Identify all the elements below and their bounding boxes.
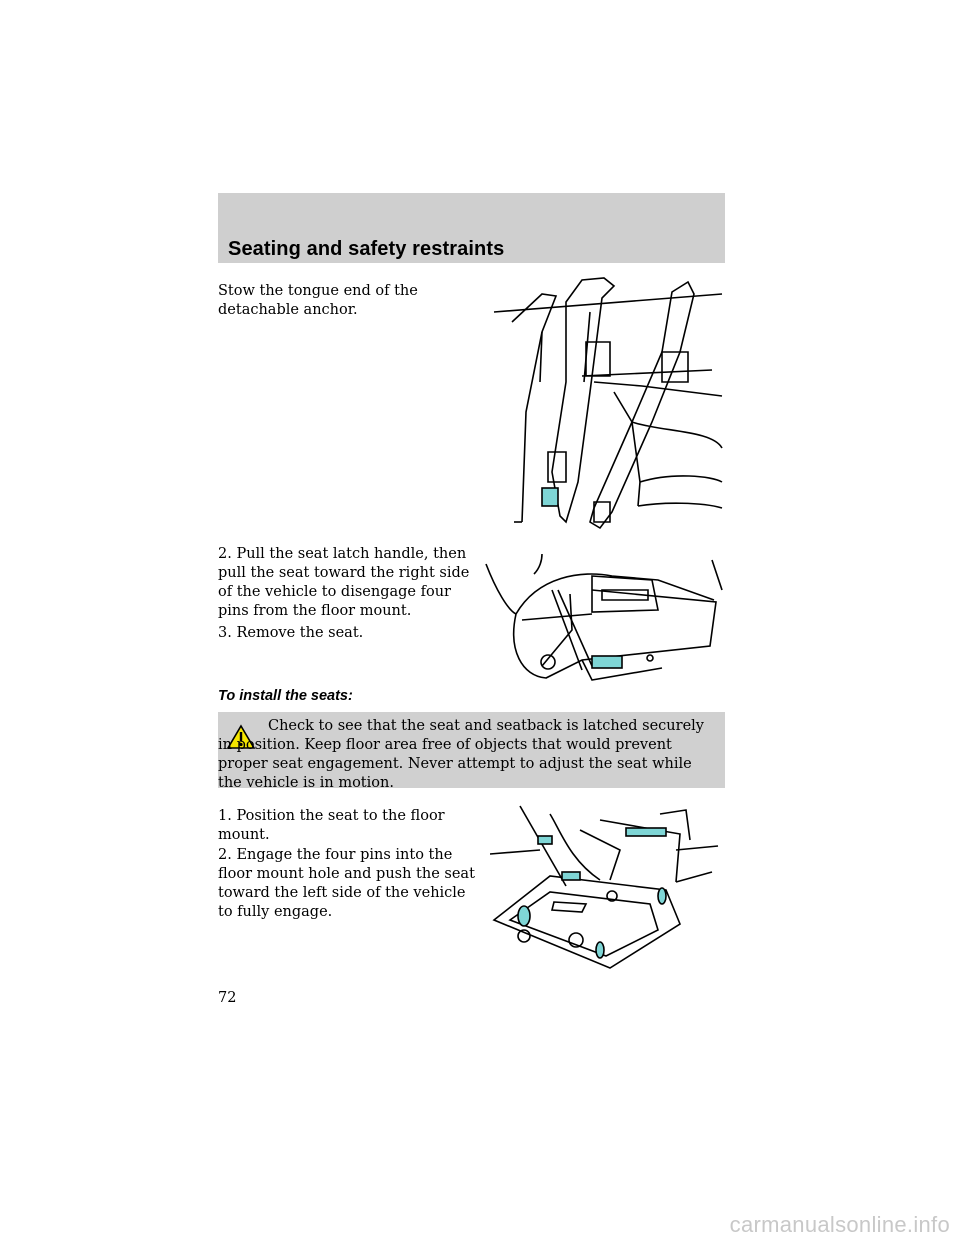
install-heading: To install the seats: <box>218 688 353 704</box>
seatbelt-anchor-illustration <box>482 272 726 538</box>
step-3-remove: 3. Remove the seat. <box>218 625 364 641</box>
step-1-install: 1. Position the seat to the floor mount. <box>218 808 445 843</box>
stow-instruction: Stow the tongue end of the detachable anchor. <box>218 283 418 318</box>
page-number: 72 <box>218 990 237 1006</box>
step-2-remove: 2. Pull the seat latch handle, then pull the seat toward the right side of the vehicle to disengage four pins from the floor mount. <box>218 546 470 619</box>
step-2-install: 2. Engage the four pins into the floor mount hole and push the seat toward the left side of the vehicle to fully engage. <box>218 847 475 920</box>
seat-latch-illustration <box>482 550 726 685</box>
warning-text: Check to see that the seat and seatback is latched securely in position. Keep floor area free of objects that would prevent proper seat engagement. Never attempt to adjust the seat while the vehicle is in motion. <box>218 718 704 791</box>
watermark: carmanualsonline.info <box>729 1212 950 1237</box>
floor-mount-illustration <box>490 800 722 972</box>
section-title: Seating and safety restraints <box>228 238 505 260</box>
